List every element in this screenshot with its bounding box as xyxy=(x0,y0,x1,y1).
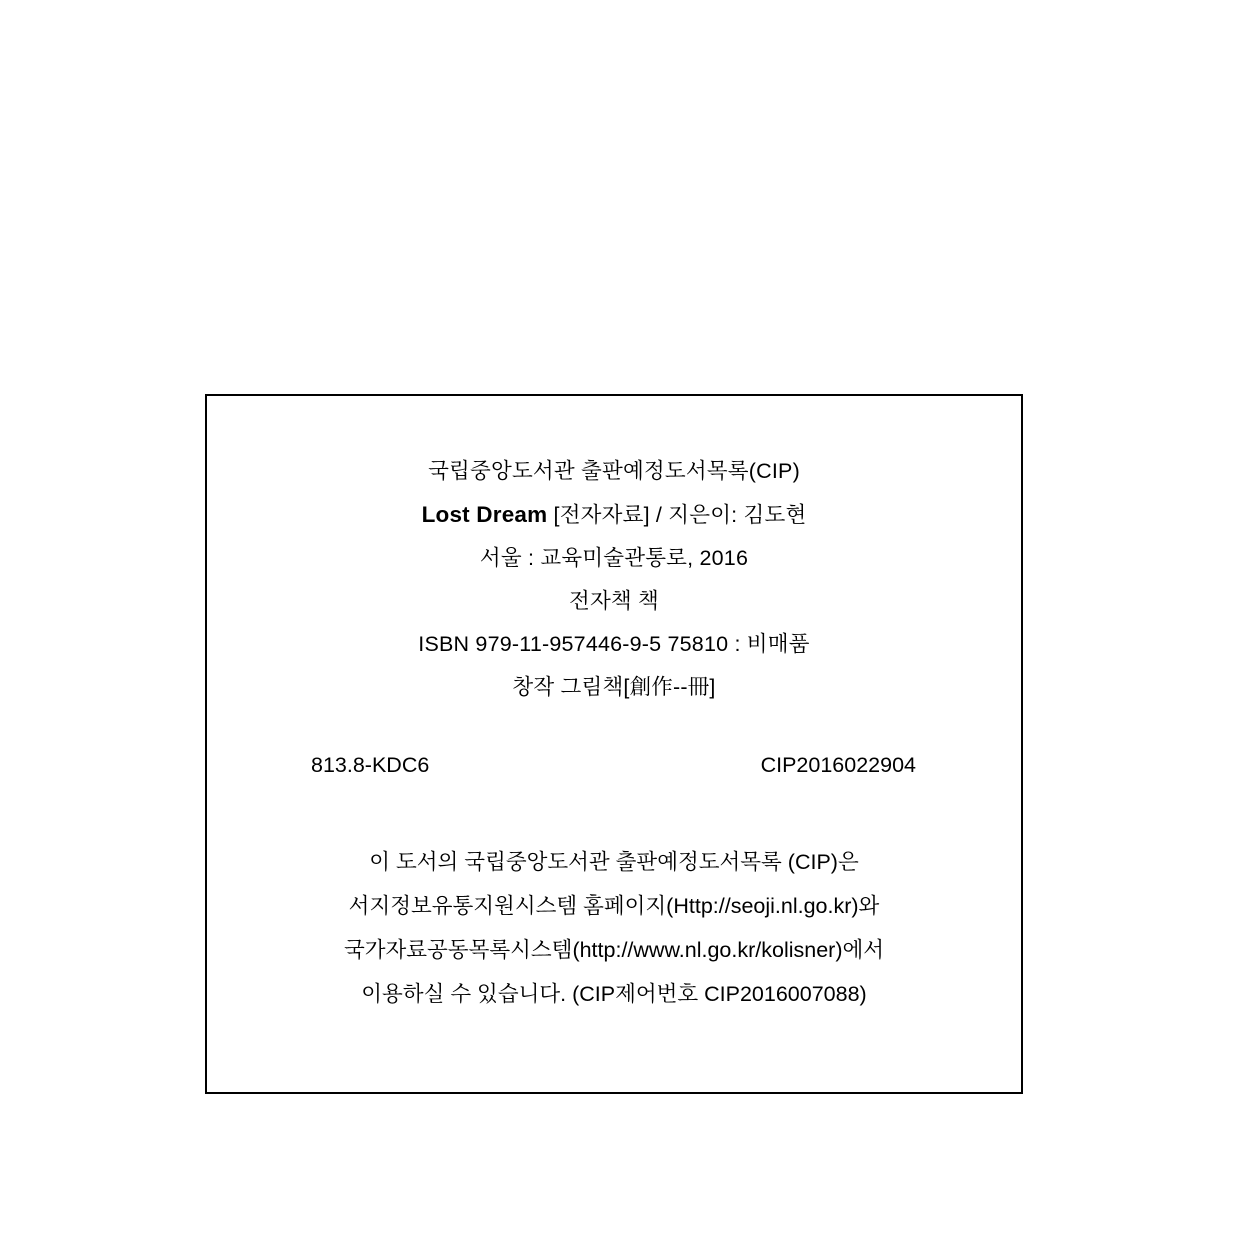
cip-notice-line-4: 이용하실 수 있습니다. (CIP제어번호 CIP2016007088) xyxy=(361,982,867,1006)
cip-classification-row xyxy=(207,753,1021,778)
cip-bibliographic-block xyxy=(207,396,1021,709)
cip-header: 국립중앙도서관 출판예정도서목록(CIP) xyxy=(428,459,800,483)
cip-title-line xyxy=(207,493,1021,537)
cip-content xyxy=(207,396,1021,1092)
cip-notice-line-3: 국가자료공동목록시스템(http://www.nl.go.kr/kolisner)에서 xyxy=(343,938,885,962)
cip-control-number: CIP2016022904 xyxy=(760,753,916,777)
cip-kdc-number: 813.8-KDC6 xyxy=(311,753,430,777)
cip-notice-block xyxy=(207,840,1021,1016)
cip-notice-line-2: 서지정보유통지원시스템 홈페이지(Http://seoji.nl.go.kr)와 xyxy=(348,894,880,918)
cip-format: 전자책 책 xyxy=(568,589,660,613)
cip-notice-line-1: 이 도서의 국립중앙도서관 출판예정도서목록 (CIP)은 xyxy=(369,850,859,874)
cip-box xyxy=(205,394,1023,1094)
cip-isbn: ISBN 979-11-957446-9-5 75810 : 비매품 xyxy=(418,632,810,656)
cip-title-rest: [전자자료] / 지은이: 김도현 xyxy=(547,503,807,527)
cip-publication: 서울 : 교육미술관통로, 2016 xyxy=(479,546,749,570)
cip-subject: 창작 그림책[創作--冊] xyxy=(512,675,716,699)
cip-title-main: Lost Dream xyxy=(421,502,548,527)
